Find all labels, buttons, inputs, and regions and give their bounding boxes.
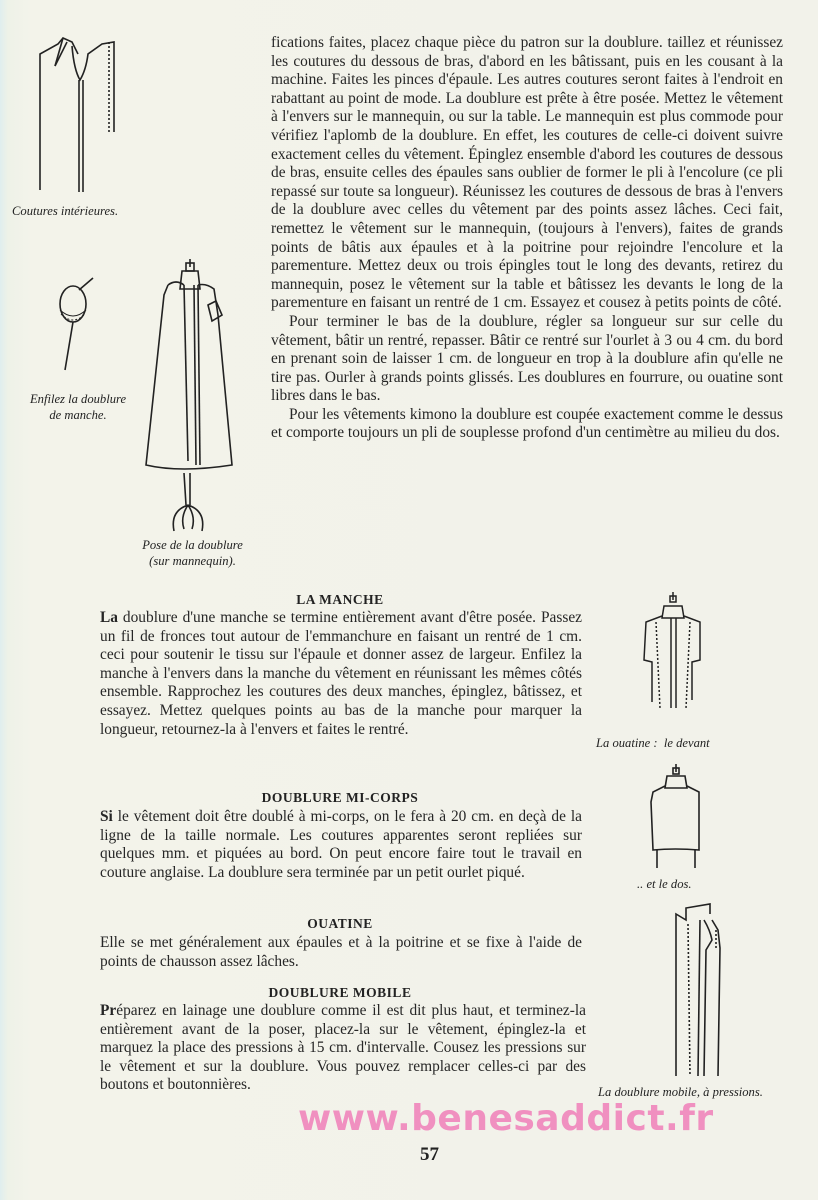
section-text: le vêtement doit être doublé à mi-corps, on le fera à 20 cm. en deçà de la ligne de la taille normale. Les coutures apparentes seront repliées sur quelques mm. et piquées au bord. On peut encore faire tout le travail en couture anglaise. La doublure sera terminée par un petit ourlet piqué. xyxy=(100,808,582,881)
watermark: www.benesaddict.fr xyxy=(298,1098,714,1139)
wadding-back-drawing xyxy=(645,762,707,872)
caption-removable-lining: La doublure mobile, à pressions. xyxy=(598,1085,763,1099)
sleeve-drawing xyxy=(55,276,105,376)
section-heading-mobile: DOUBLURE MOBILE xyxy=(268,985,412,1000)
section-initial: Si xyxy=(100,808,113,825)
caption-mannequin-line1: Pose de la doublure xyxy=(142,538,243,552)
intro-text xyxy=(271,34,783,443)
interior-seams-drawing xyxy=(30,30,130,200)
section-body-ouatine xyxy=(100,934,582,971)
intro-paragraph: Pour les vêtements kimono la doublure est coupée exactement comme le dessus et comporte toujours un pli de souplesse profond d'un centimètre au milieu du dos. xyxy=(271,405,783,442)
section-heading-mi-corps: DOUBLURE MI-CORPS xyxy=(261,790,419,805)
section-heading-ouatine: OUATINE xyxy=(307,916,373,931)
caption-mannequin xyxy=(120,537,265,569)
caption-sleeve-line2: de manche. xyxy=(49,408,107,422)
caption-sleeve xyxy=(18,391,138,423)
section-text: éparez en lainage une doublure comme il est dit plus haut, et terminez-la entièrement avant de la poser, placez-la sur le vêtement, épinglez-la et marquez la place des pressions à 15 cm. d'intervalle. Cousez les pressions sur le vêtement et sur la doublure. Vous pouvez remplacer celles-ci par des boutons et boutonnières. xyxy=(100,1002,586,1094)
caption-wadding-front: La ouatine : le devant xyxy=(596,736,710,750)
figure-removable-lining xyxy=(670,900,740,1080)
caption-wadding-back: .. et le dos. xyxy=(637,877,692,891)
section-body-mi-corps xyxy=(100,808,582,882)
removable-lining-drawing xyxy=(670,900,740,1080)
section-initial: La xyxy=(100,609,118,626)
caption-mannequin-line2: (sur mannequin). xyxy=(149,554,236,568)
caption-interior-seams: Coutures intérieures. xyxy=(12,204,119,218)
figure-mannequin xyxy=(140,255,240,535)
figure-wadding-front xyxy=(638,590,708,715)
section-body-la-manche xyxy=(100,609,582,739)
figure-sleeve xyxy=(55,276,105,376)
caption-sleeve-line1: Enfilez la doublure xyxy=(29,392,127,406)
section-heading-la-manche: LA MANCHE xyxy=(296,592,384,607)
mannequin-drawing xyxy=(140,255,240,535)
section-initial: Pr xyxy=(100,1002,117,1019)
intro-paragraph: Pour terminer le bas de la doublure, régler sa longueur sur sur celle du vêtement, bâtir un rentré, repasser. Bâtir ce rentré sur l'ourlet à 3 ou 4 cm. du bord en prenant soin de laisser 1 cm. de longueur en trop à la doublure afin qu'elle ne tire pas. Ourler à grands points glissés. Les doublures en fourrure, ou ouatine sont libres dans le bas. xyxy=(271,312,783,405)
figure-wadding-back xyxy=(645,762,707,872)
section-body-mobile xyxy=(100,1002,586,1095)
wadding-front-drawing xyxy=(638,590,708,715)
section-text: Elle se met généralement aux épaules et à la poitrine et se fixe à l'aide de points de chausson assez lâches. xyxy=(100,934,582,970)
section-text: doublure d'une manche se termine entièrement avant d'être posée. Passez un fil de fronces tout autour de l'emmanchure en faisant un rentré de 1 cm. ceci pour soutenir le tissu sur l'épaule et donner assez de largeur. Enfilez la manche à l'envers dans la manche du vêtement en réunissant les mêmes côtés ensemble. Rapprochez les coutures des deux manches, épinglez, bâtissez, et essayez. Mettez quelques points au bas de la manche pour marquer la longueur, retournez-la à l'envers et faites le rentré. xyxy=(100,609,582,738)
intro-paragraph: fications faites, placez chaque pièce du patron sur la doublure. taillez et réunissez les coutures du dessous de bras, d'abord en les bâtissant, puis en les cousant à la machine. Faites les pinces d'épaule. Les autres coutures seront faites à l'endroit en rabattant au point de mode. La doublure est prête à être posée. Mettez le vêtement à l'envers sur le mannequin, ou sur la table. Le mannequin est plus commode pour vérifiez l'aplomb de la doublure. En effet, les coutures de celle-ci doivent suivre exactement celles du vêtement. Épinglez ensemble d'abord les coutures de dessous de bras, ensuite celles des épaules sans oublier de former le pli à l'encolure (ce pli repassé sur toute sa longueur). Réunissez les coutures de dessous de bras à l'envers de la doublure avec celles du vêtement par des points assez lâches. Ceci fait, remettez le vêtement sur le mannequin, (toujours à l'envers), faites de grands points de bâtis aux épaules et à la poitrine pour rejoindre l'encolure et la parementure. Mettez deux ou trois épingles tout le long des devants, retirez du mannequin, posez le vêtement sur la table et bâtissez les devants le long de la parementure en faisant un rentré de 1 cm. Essayez et cousez à petits points de côté. xyxy=(271,34,783,312)
figure-interior-seams xyxy=(30,30,130,200)
page-number: 57 xyxy=(420,1144,439,1165)
